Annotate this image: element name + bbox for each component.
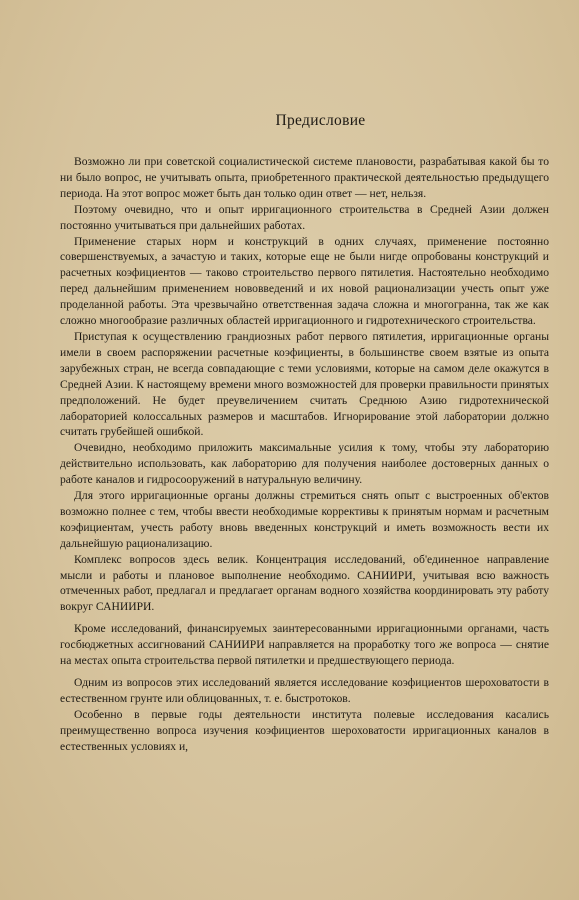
paragraph-1: Возможно ли при советской социалистической системе плановости, разрабатывая какой бы то ни было вопрос, не учитывать опыта, приобретенного практической деятельностью предыдущего периода. На этот вопрос может быть дан только один ответ — нет, нельзя.	[60, 155, 549, 200]
body-text	[60, 154, 549, 755]
paragraph-6: Для этого ирригационные органы должны стремиться снять опыт с выстроенных об'ектов возможно полнее с тем, чтобы ввести необходимые коррективы к принятым нормам и расчетным коэфициентам, учесть работу вновь введенных конструкций и иметь возможность вести их дальнейшую рационализацию.	[60, 489, 549, 550]
paragraph-2: Поэтому очевидно, что и опыт ирригационного строительства в Средней Азии должен постоянно учитываться при дальнейших работах.	[60, 202, 549, 232]
paragraph-10: Особенно в первые годы деятельности института полевые исследования касались преимущественно вопроса изучения коэфициентов шероховатости ирригационных каналов в естественных условиях и,	[60, 707, 549, 753]
paragraph-3: Применение старых норм и конструкций в одних случаях, применение постоянно совершенствуемых, а зачастую и таких, которые еще не были нигде опробованы конструкций и расчетных коэфициентов — таково строительство первого пятилетия. Настоятельно необходимо перед дальнейшим применением нововведений и их новой рационализации учесть опыт уже проделанной работы. Эта чрезвычайно ответственная задача сложна и многогранна, так же как сложно многообразие различных областей ирригационного и гидротехнического строительства.	[60, 234, 549, 328]
paragraph-7: Комплекс вопросов здесь велик. Концентрация исследований, об'единенное направление мысли и работы и плановое выполнение необходимо. САНИИРИ, учитывая всю важность отмеченных работ, предлагал и предлагает органам водного хозяйства координировать эту работу вокруг САНИИРИ.	[60, 552, 549, 614]
paragraph-4: Приступая к осуществлению грандиозных работ первого пятилетия, ирригационные органы имели в своем распоряжении расчетные коэфициенты, в большинстве своем взятые из опыта зарубежных стран, не всегда совпадающие с теми условиями, которые на самом деле окажутся в Средней Азии. К настоящему времени много возможностей для проверки правильности принятых предположений. Не будет преувеличением считать Среднюю Азию гидротехнической лабораторией колоссальных размеров и масштабов. Игнорирование этой лаборатории должно считать грубейшей ошибкой.	[60, 329, 549, 439]
paragraph-5: Очевидно, необходимо приложить максимальные усилия к тому, чтобы эту лабораторию действительно использовать, как лабораторию для получения наиболее достоверных данных о работе каналов и гидросооружений в натуральную величину.	[60, 441, 549, 487]
paragraph-9: Одним из вопросов этих исследований является исследование коэфициентов шероховатости в естественном грунте или облицованных, т. е. быстротоков.	[60, 676, 549, 705]
page-title: Предисловие	[275, 112, 366, 129]
paragraph-8: Кроме исследований, финансируемых заинтересованными ирригационными органами, часть госбюджетных ассигнований САНИИРИ направляется на проработку того же вопроса — снятие на местах опыта строительства первой пятилетки и предшествующего периода.	[60, 622, 549, 668]
